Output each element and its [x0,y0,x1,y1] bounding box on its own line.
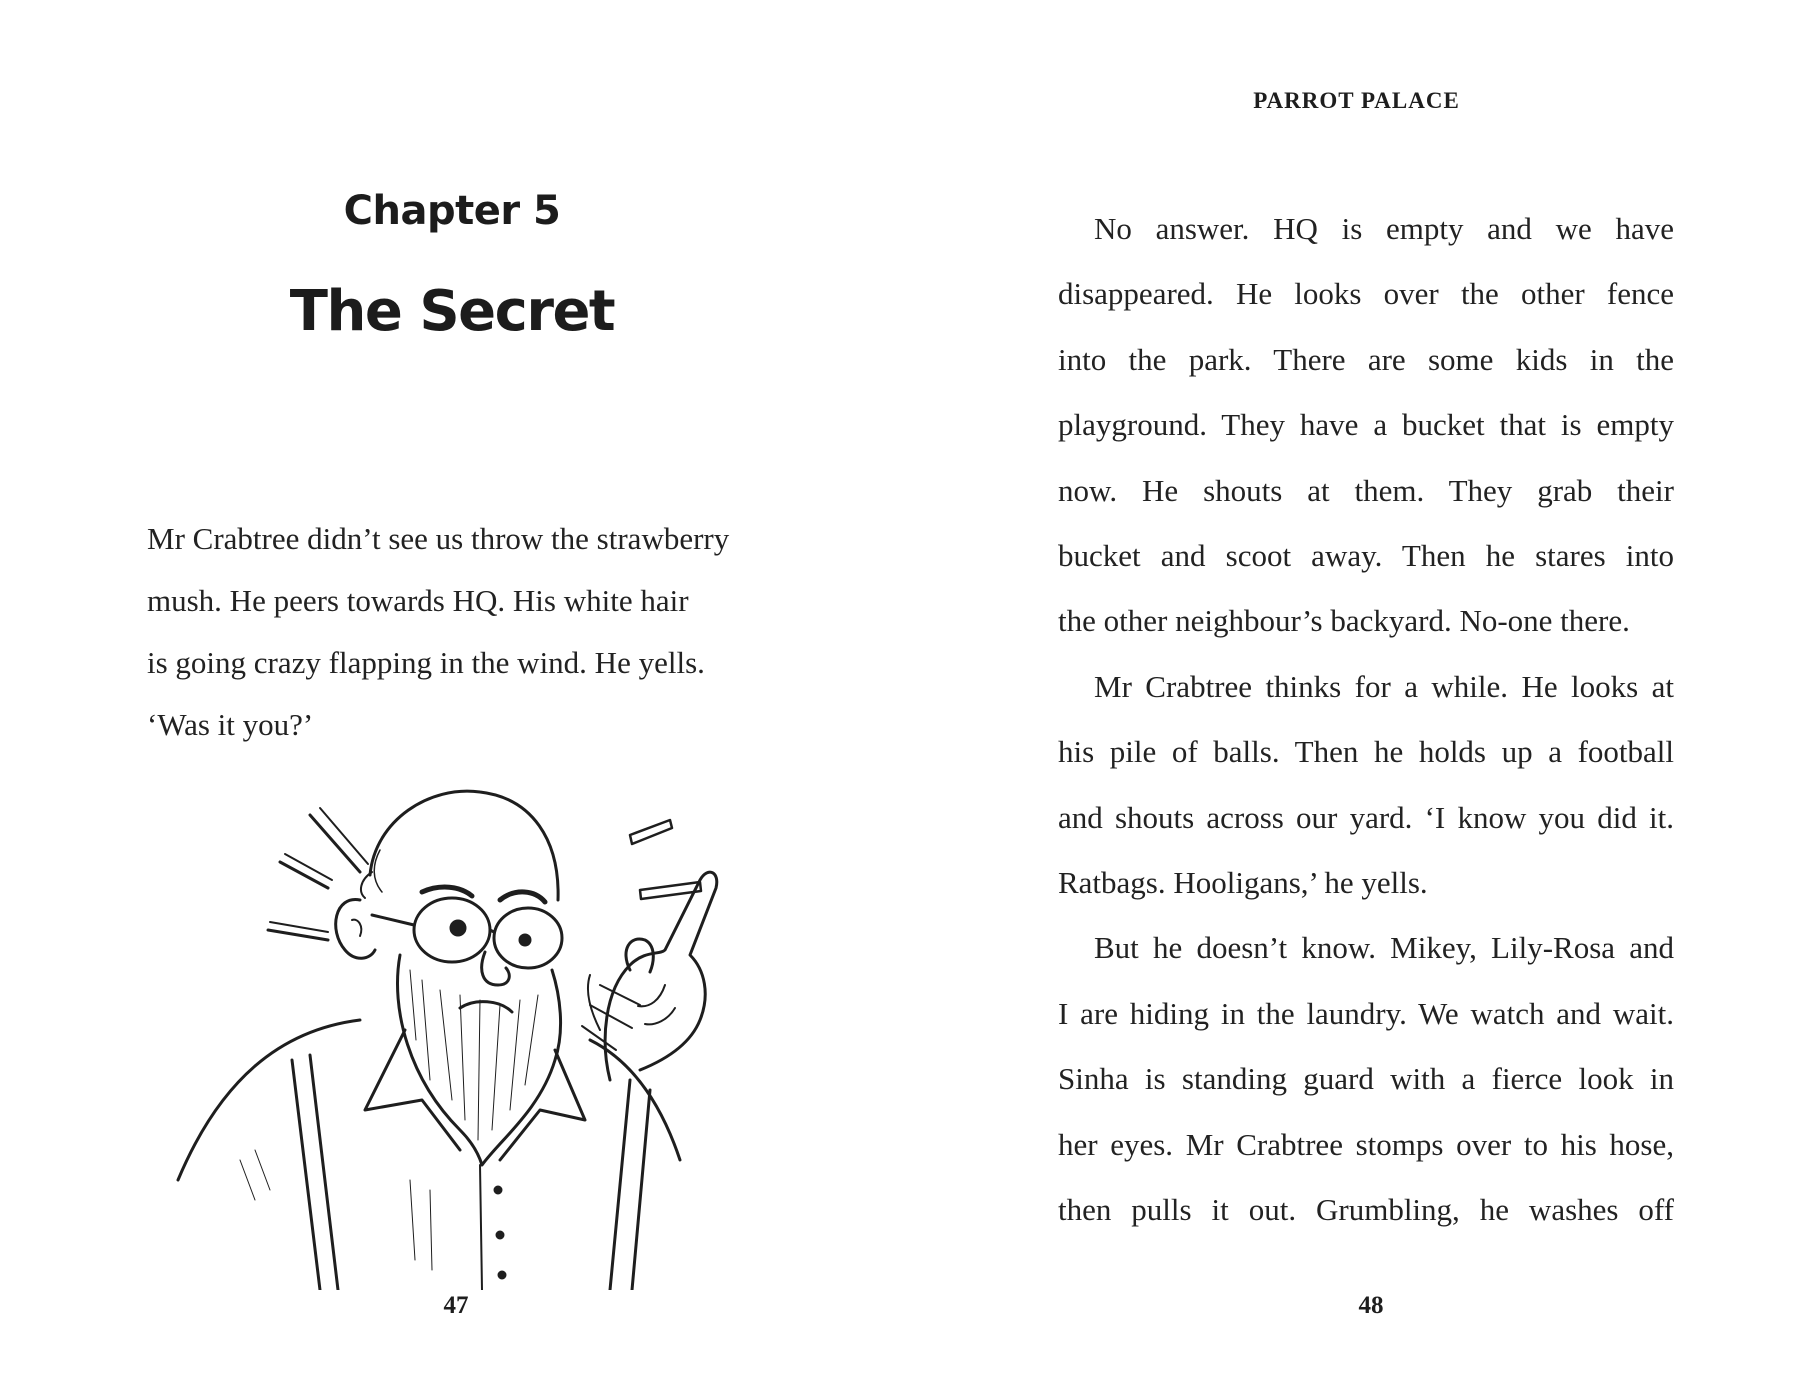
text-line: mush. He peers towards HQ. His white hair [147,583,689,618]
chapter-title: The Secret [289,279,615,344]
right-body-text [1058,196,1674,1243]
text-line: playground. They have a bucket that is empty [1058,407,1674,443]
text-line: her eyes. Mr Crabtree stomps over to his hose, [1058,1126,1674,1162]
page-number: 48 [1358,1292,1384,1319]
text-line: Mr Crabtree thinks for a while. He looks at [1094,668,1674,704]
text-line: Mr Crabtree didn’t see us throw the strawberry [147,521,730,556]
left-body-text [147,508,767,756]
text-line: and shouts across our yard. ‘I know you did it. [1058,799,1674,835]
text-line: disappeared. He looks over the other fence [1058,276,1674,312]
text-line: then pulls it out. Grumbling, he washes off [1058,1192,1674,1228]
text-line: bucket and scoot away. Then he stares into [1058,538,1674,574]
page-number: 47 [443,1292,469,1319]
crabtree-illustration [160,780,840,1290]
text-line: is going crazy flapping in the wind. He yells. [147,645,705,680]
left-page [0,0,904,1400]
chapter-label: Chapter 5 [343,188,561,234]
text-line: No answer. HQ is empty and we have [1094,211,1674,246]
right-page [904,0,1809,1400]
text-line: But he doesn’t know. Mikey, Lily-Rosa and [1094,930,1674,966]
text-line: I are hiding in the laundry. We watch and wait. [1058,995,1674,1031]
text-line: Sinha is standing guard with a fierce look in [1058,1061,1674,1097]
running-head: PARROT PALACE [1253,88,1460,113]
text-line: his pile of balls. Then he holds up a football [1058,734,1674,770]
text-line: Ratbags. Hooligans,’ he yells. [1058,865,1428,901]
text-line: the other neighbour’s backyard. No-one there. [1058,603,1630,639]
text-line: ‘Was it you?’ [147,707,314,742]
text-line: now. He shouts at them. They grab their [1058,472,1674,508]
text-line: into the park. There are some kids in the [1058,341,1674,377]
